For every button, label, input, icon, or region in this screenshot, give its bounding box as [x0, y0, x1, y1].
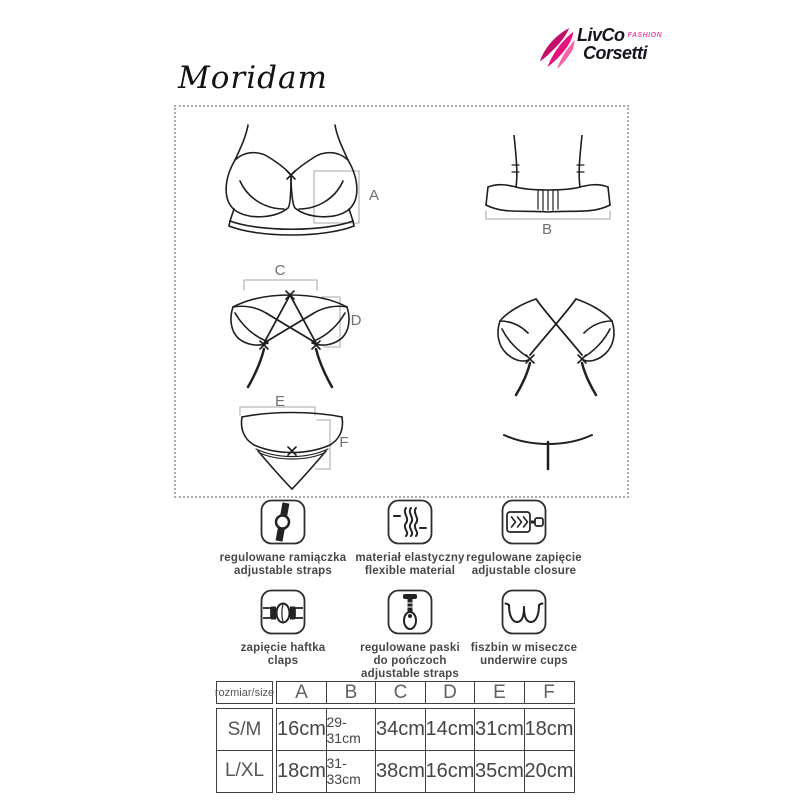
feature-caption: regulowane paski do pończoch adjustable straps: [360, 642, 460, 680]
table-cell: 16cm: [425, 750, 476, 793]
measurement-diagram-box: [174, 105, 629, 498]
size-table-row-lxl: [276, 750, 575, 793]
feature-caption: zapięcie haftka claps: [240, 642, 326, 667]
table-cell: 34cm: [375, 708, 426, 751]
dim-label-c: C: [274, 262, 286, 279]
dim-label-f: F: [339, 434, 349, 451]
size-table-header-row: [276, 681, 575, 704]
table-cell: 16cm: [276, 708, 327, 751]
col-header-d: D: [425, 681, 476, 704]
size-table: [216, 681, 575, 793]
dim-label-a: A: [368, 187, 379, 204]
feature-caption: regulowane zapięcie adjustable closure: [466, 552, 582, 577]
logo-swoosh-icon: [537, 26, 575, 72]
bra-front-drawing: [204, 123, 379, 245]
size-table-corner-header: rozmiar/size: [216, 681, 273, 704]
feature-caption: fiszbin w miseczce underwire cups: [470, 642, 578, 667]
table-cell: 31-33cm: [326, 750, 377, 793]
garter-belt-front-drawing: [228, 275, 353, 393]
table-cell: 18cm: [276, 750, 327, 793]
col-header-f: F: [524, 681, 575, 704]
table-cell: 31cm: [474, 708, 525, 751]
product-title: Moridam: [178, 60, 328, 96]
underwire-cups-icon: [439, 589, 609, 635]
dim-label-b: B: [541, 221, 552, 238]
dim-label-d: D: [350, 312, 362, 329]
thong-back-drawing: [500, 429, 596, 473]
table-cell: 18cm: [524, 708, 575, 751]
table-cell: 29-31cm: [326, 708, 377, 751]
feature-adjustable-closure: [439, 499, 609, 578]
feature-underwire-cups: [439, 589, 609, 668]
col-header-c: C: [375, 681, 426, 704]
col-header-b: B: [326, 681, 377, 704]
brand-name-top: LivCo: [577, 25, 625, 45]
dim-label-e: E: [274, 393, 285, 410]
adjustable-closure-icon: [439, 499, 609, 545]
col-header-a: A: [276, 681, 327, 704]
table-cell: 38cm: [375, 750, 426, 793]
feature-caption: regulowane ramiączka adjustable straps: [219, 552, 347, 577]
size-row-label-lxl: L/XL: [216, 750, 273, 793]
brand-name-bottom: Corsetti: [583, 43, 648, 63]
garter-belt-back-drawing: [494, 293, 619, 398]
feature-caption: materiał elastyczny flexible material: [355, 552, 465, 577]
size-table-row-sm: [276, 708, 575, 751]
brand-logo: [537, 26, 662, 72]
brand-fashion-label: FASHION: [627, 32, 663, 39]
table-cell: 14cm: [425, 708, 476, 751]
table-cell: 35cm: [474, 750, 525, 793]
size-row-label-sm: S/M: [216, 708, 273, 751]
col-header-e: E: [474, 681, 525, 704]
bra-back-drawing: [478, 135, 618, 223]
table-cell: 20cm: [524, 750, 575, 793]
